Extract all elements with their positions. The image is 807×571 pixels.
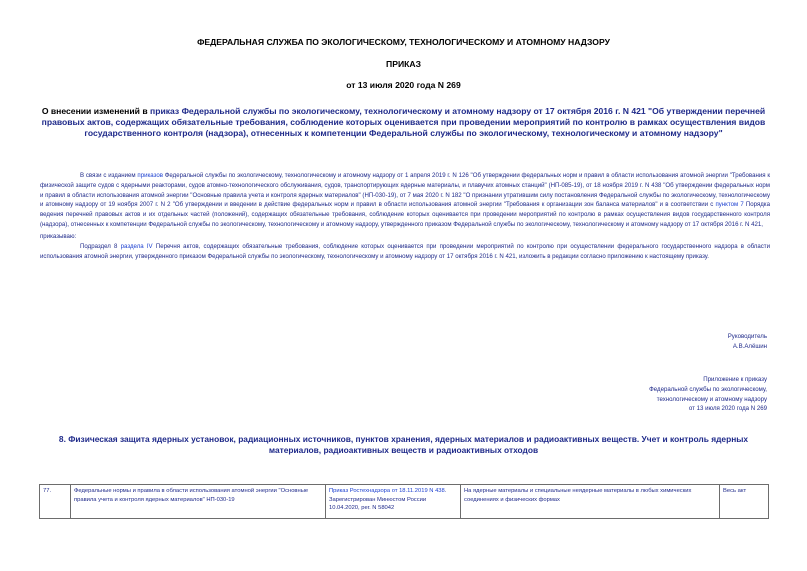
row-number: 77.: [40, 485, 71, 519]
order-link[interactable]: Приказ Ростехнадзора от 18.11.2019 N 438: [329, 488, 445, 494]
intro-text-2: Федеральной службы по экологическому, технологическому и атомному надзору от 1 апреля 2019 г. N 126 "Об утверждении федеральных норм и правил в области использования атомной энергии "Требования к физической защите судов с ядерными реакторами, судов атомно-технологического обслуживания, судов, транспортирующих ядерные материалы, и плавучих атомных станций" (НП-085-19), от 18 ноября 2019 г. N 438 "Об утверждении федеральных норм и правил в области использования атомной энергии "Основные правила учета и контроля ядерных материалов" (НП-030-19), от 7 мая 2020 г. N 182 "О признании утратившим силу постановления Федеральной службы по экологическому, технологическому и атомному надзору от 19 ноября 2007 г. N 2 "Об утверждении и введении в действие федеральных норм и правил в области использования атомной энергии "Требования к организации зон баланса материалов" и в соответствии с: [40, 172, 770, 209]
decree-link-section[interactable]: раздела IV: [120, 243, 153, 250]
appendix-line-3: технологическому и атомному надзору: [656, 395, 767, 403]
intro-link-orders[interactable]: приказов: [137, 172, 163, 179]
act-name: Федеральные нормы и правила в области использования атомной энергии "Основные правила учета и контроля ядерных материалов" НП-030-19: [71, 485, 326, 519]
document-type: ПРИКАЗ: [386, 59, 421, 69]
order-registration: . Зарегистрирован Минюстом России 10.04.2020, рег. N 58042: [329, 488, 447, 512]
subject-link[interactable]: приказ Федеральной службы по экологическому, технологическому и атомному надзору от 17 октября 2016 г. N 421 "Об утверждении перечней правовых актов, содержащих обязательные требования, соблюдение которых оценивается при проведении мероприятий по контролю в рамках осуществления видов государственного контроля (надзора), отнесенных к компетенции Федеральной службы по экологическому, технологическому и атомному надзору": [41, 106, 766, 139]
document-subject: [30, 106, 777, 140]
signature-title: Руководитель: [727, 333, 767, 340]
decree-paragraph: [40, 242, 770, 262]
intro-text-1: В связи с изданием: [80, 172, 138, 179]
acts-table: [39, 484, 769, 519]
decree-word: приказываю:: [40, 233, 77, 240]
signature-block: [728, 332, 767, 352]
act-scope: На ядерные материалы и специальные неядерные материалы в любых химических соединениях и физических формах: [461, 485, 720, 519]
intro-paragraph: [40, 171, 770, 230]
decree-text-1: Подраздел 8: [80, 243, 121, 250]
intro-text-3: Порядка ведения перечней правовых актов и их отдельных частей (положений), содержащих обязательные требования, соблюдение которых оценивается при проведении мероприятий по контролю в рамках осуществления видов государственного контроля (надзора), отнесенных к компетенции Федеральной службы по экологическому, технологическому и атомному надзору, утвержденного приказом Федеральной службы по экологическому, технологическому и атомному надзору от 17 октября 2016 г. N 421,: [40, 201, 770, 228]
act-coverage: Весь акт: [720, 485, 769, 519]
subject-prefix: О внесении изменений в: [41, 106, 150, 116]
appendix-line-1: Приложение к приказу: [703, 376, 767, 383]
agency-name: ФЕДЕРАЛЬНАЯ СЛУЖБА ПО ЭКОЛОГИЧЕСКОМУ, ТЕХНОЛОГИЧЕСКОМУ И АТОМНОМУ НАДЗОРУ: [197, 37, 610, 47]
intro-link-point7[interactable]: пунктом 7: [715, 201, 744, 209]
signature-name: А.В.Алёшин: [732, 342, 767, 350]
table-row: [40, 485, 769, 519]
appendix-block: [649, 375, 767, 414]
section-title: 8. Физическая защита ядерных установок, радиационных источников, пунктов хранения, ядерных материалов и радиоактивных веществ. Учет и контроль ядерных материалов, радиоактивных веществ и радиоактивных отходов: [58, 434, 749, 456]
appendix-line-4: от 13 июля 2020 года N 269: [688, 405, 767, 413]
decree-text-2: Перечня актов, содержащих обязательные требования, соблюдение которых оценивается при проведении мероприятий по контролю при осуществлении федерального государственного надзора в области использования атомной энергии, утвержденного приказом Федеральной службы по экологическому, технологическому и атомному надзору от 17 октября 2016 г. N 421, изложить в редакции согласно приложению к настоящему приказу.: [40, 243, 770, 260]
document-date: от 13 июля 2020 года N 269: [346, 80, 461, 90]
act-order: [326, 485, 461, 519]
appendix-line-2: Федеральной службы по экологическому,: [649, 385, 767, 393]
